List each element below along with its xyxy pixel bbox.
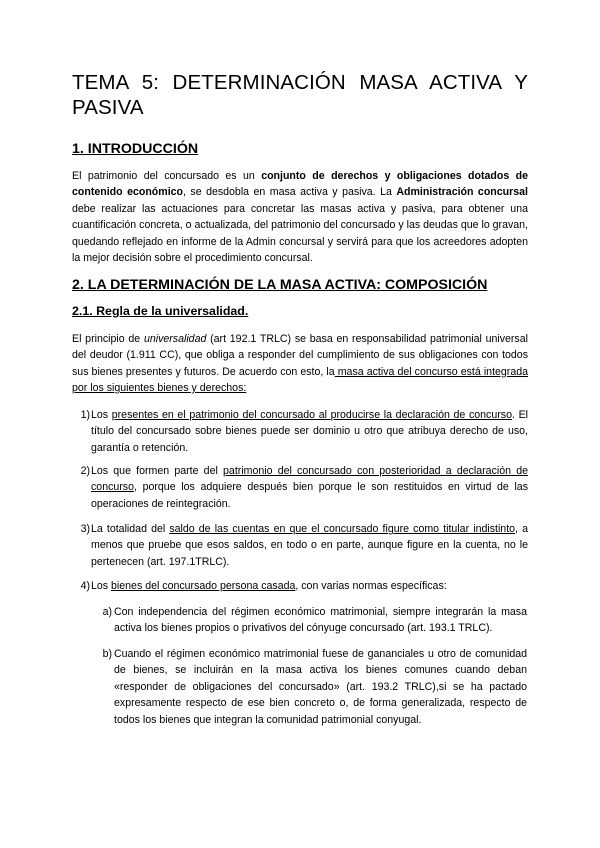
subsection-heading-universalidad: 2.1. Regla de la universalidad. [72, 304, 249, 318]
universalidad-paragraph: El principio de universalidad (art 192.1 TRLC) se basa en responsabilidad patrimonial universal del deudor (1.911 CC), que obliga a responder del cumplimiento de sus obligaciones con todos sus bienes presentes y futuros. De acuerdo con esto, la masa activa del concurso está integrada por los siguientes bienes y derechos: [72, 333, 529, 395]
italic-term: universalidad [143, 333, 207, 345]
bold-phrase: Administración concursal [396, 186, 528, 199]
section-heading-introduccion: 1. INTRODUCCIÓN [72, 141, 199, 157]
underlined-phrase: masa activa del concurso está integrada por los siguientes bienes y derechos: [72, 365, 529, 395]
document-title: TEMA 5: DETERMINACIÓN MASA ACTIVA Y PASIVA [72, 71, 528, 119]
bold-phrase: conjunto de derechos y obligaciones dotados de contenido económico [72, 170, 528, 199]
section-heading-masa-activa: 2. LA DETERMINACIÓN DE LA MASA ACTIVA: COMPOSICIÓN [72, 277, 488, 293]
intro-paragraph: El patrimonio del concursado es un conjunto de derechos y obligaciones dotados de contenido económico, se desdobla en masa activa y pasiva. La Administración concursal debe realizar las actuaciones para concretar las masas activa y pasiva, para obtener una cuantificación concreta, o actualizada, del patrimonio del concursado y las deudas que lo gravan, quedando reflejado en informe de la Admin concursal y servirá para que los acreedores adopten la mejor decisión sobre el procedimiento concursal. [72, 170, 528, 265]
